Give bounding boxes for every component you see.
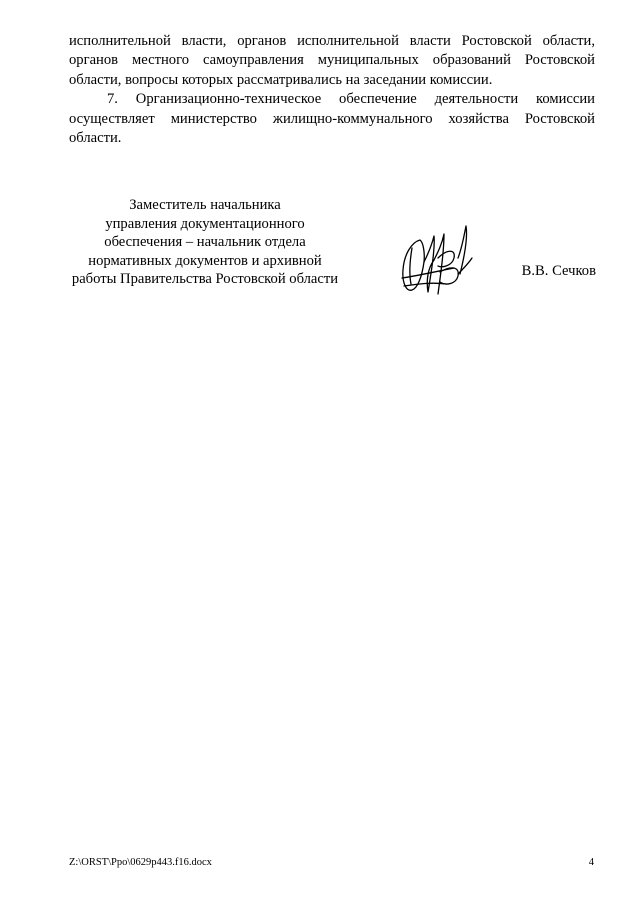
position-line: Заместитель начальника <box>129 197 281 213</box>
position-line: работы Правительства Ростовской области <box>71 271 339 288</box>
page-number: 4 <box>588 857 594 868</box>
document-body <box>69 32 595 148</box>
signatory-position <box>66 196 344 289</box>
paragraph-continuation: исполнительной власти, органов исполнительной власти Ростовской области, органов местного самоуправления муниципальных образований Ростовской области, вопросы которых рассматривались на заседании комиссии. <box>69 33 595 88</box>
position-line: управления документационного <box>105 215 305 232</box>
footer-file-path: Z:\ORST\Ppo\0629p443.f16.docx <box>69 857 212 868</box>
paragraph-item-7: 7. Организационно-техническое обеспечение деятельности комиссии осуществляет министерство жилищно-коммунального хозяйства Ростовской области. <box>69 91 595 147</box>
handwritten-signature <box>398 218 476 300</box>
position-line: обеспечения – начальник отдела <box>104 234 306 251</box>
position-line: нормативных документов и архивной <box>88 252 322 269</box>
signer-name: В.В. Сечков <box>521 263 596 279</box>
